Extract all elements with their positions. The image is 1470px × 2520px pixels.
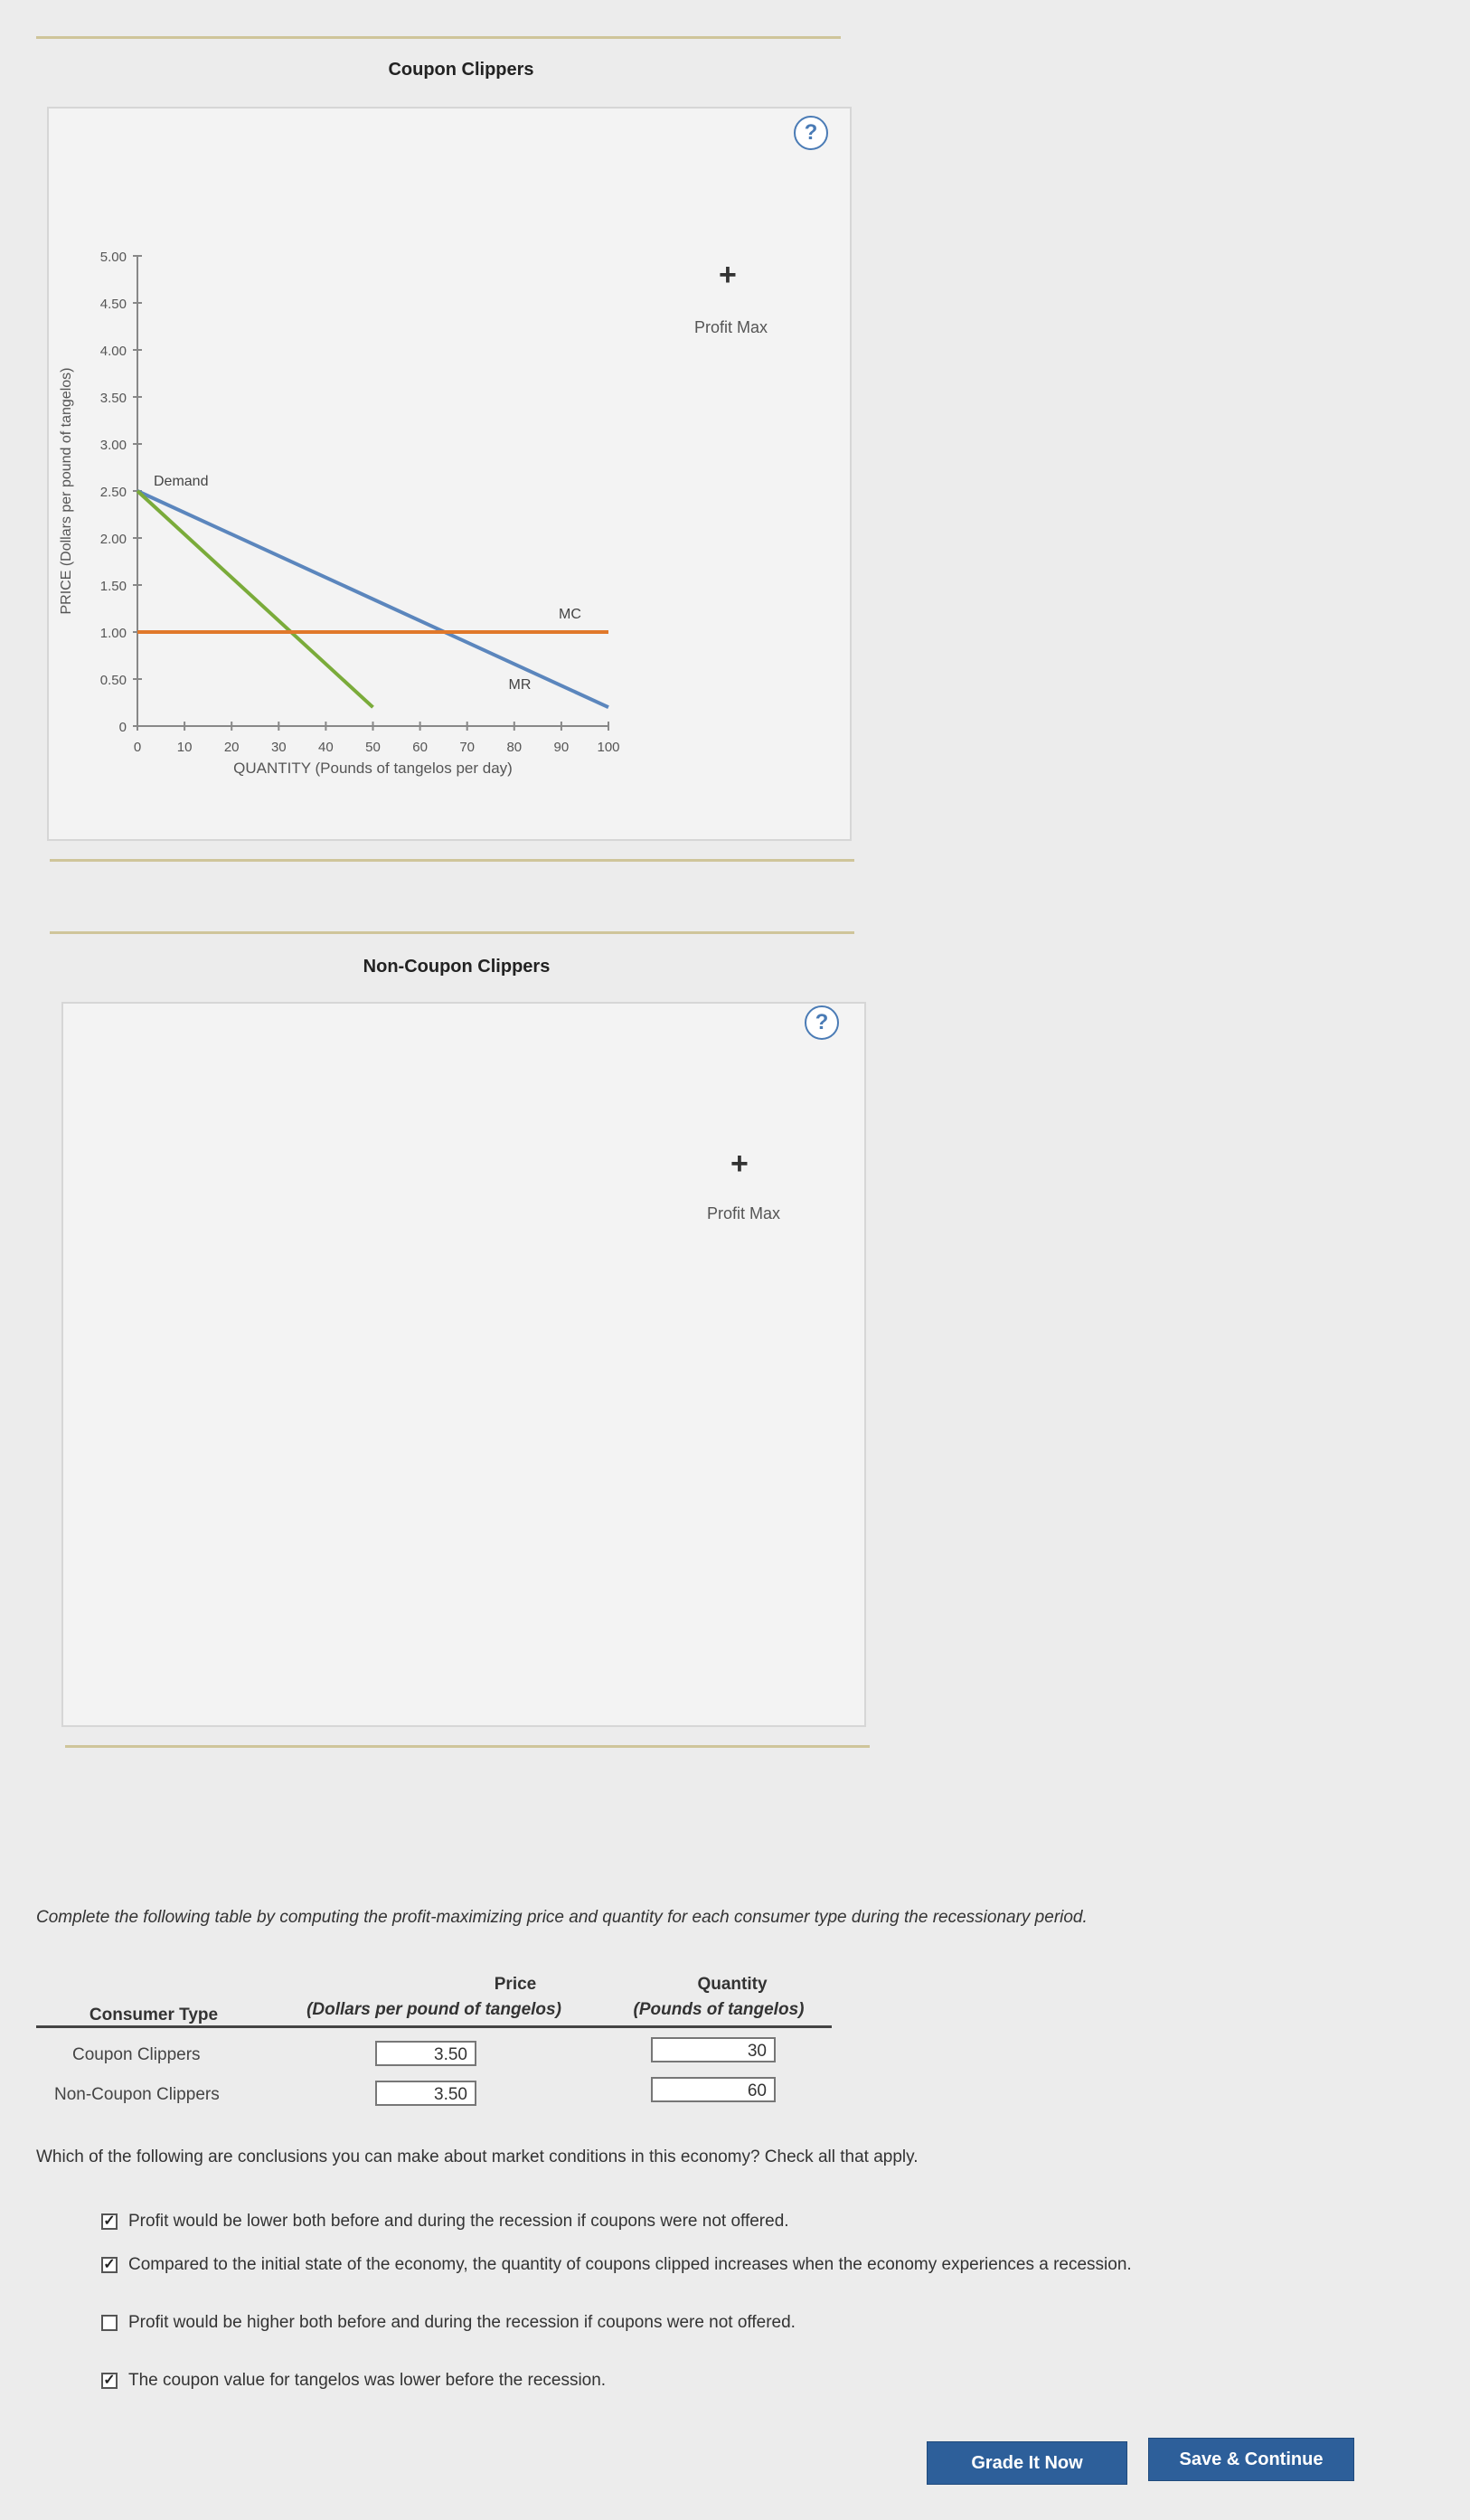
profit-max-label: Profit Max: [694, 318, 768, 336]
series-label: MC: [559, 607, 581, 622]
option-4[interactable]: [101, 2371, 606, 2391]
col-header-quantity-unit: (Pounds of tangelos): [633, 2000, 805, 2019]
x-tick-label: 10: [176, 740, 193, 755]
y-tick-label: 5.00: [99, 250, 127, 265]
y-tick-label: 1.50: [99, 579, 127, 594]
col-header-quantity: Quantity: [697, 1975, 768, 1994]
divider: [50, 859, 854, 862]
y-tick-label: 0.50: [99, 673, 127, 688]
checkbox-unchecked[interactable]: [101, 2315, 118, 2331]
y-tick-label: 2.50: [99, 485, 127, 500]
series-label: MR: [508, 677, 532, 694]
table-header-rule: [36, 2025, 832, 2028]
y-axis-label: PRICE (Dollars per pound of tangelos): [59, 367, 74, 615]
series-label: Demand: [154, 474, 209, 489]
y-tick-label: 3.00: [99, 438, 127, 453]
option-label: The coupon value for tangelos was lower before the recession.: [128, 2371, 607, 2390]
x-tick-label: 60: [412, 740, 428, 755]
instructions: Complete the following table by computing the profit-maximizing price and quantity for each consumer type during the recessionary period.: [36, 1908, 1088, 1927]
x-tick-label: 80: [506, 740, 523, 755]
profit-max-tool-icon[interactable]: +: [730, 1147, 749, 1181]
option-1[interactable]: [101, 2212, 789, 2232]
x-tick-label: 100: [597, 740, 620, 755]
x-tick-label: 90: [553, 740, 570, 755]
x-tick-label: 40: [318, 740, 334, 755]
y-tick-label: 4.50: [99, 297, 127, 312]
checkbox-checked[interactable]: ✓: [101, 2213, 118, 2230]
x-tick-label: 70: [459, 740, 476, 755]
help-icon[interactable]: ?: [805, 1005, 839, 1040]
chart-title: Coupon Clippers: [388, 60, 534, 80]
option-2[interactable]: [101, 2255, 1132, 2275]
price-input-non-coupon-clippers[interactable]: 3.50: [375, 2081, 476, 2106]
chart-0-plot: [59, 250, 620, 777]
help-icon[interactable]: ?: [794, 116, 828, 150]
question-text: Which of the following are conclusions you can make about market conditions in this economy? Check all that apply.: [36, 2147, 919, 2166]
price-input-coupon-clippers[interactable]: 3.50: [375, 2041, 476, 2066]
y-tick-label: 0: [118, 720, 127, 735]
series-mr-line[interactable]: [137, 491, 373, 707]
grade-it-now-button[interactable]: Grade It Now: [927, 2441, 1127, 2485]
quantity-input-non-coupon-clippers[interactable]: 60: [651, 2077, 776, 2102]
divider: [65, 1745, 870, 1748]
x-tick-label: 30: [270, 740, 287, 755]
checkbox-checked[interactable]: ✓: [101, 2373, 118, 2389]
y-tick-label: 4.00: [99, 344, 127, 359]
graph-panel: [61, 1002, 866, 1727]
quantity-input-coupon-clippers[interactable]: 30: [651, 2037, 776, 2062]
option-3[interactable]: [101, 2313, 796, 2333]
checkbox-checked[interactable]: ✓: [101, 2257, 118, 2273]
option-label: Profit would be higher both before and during the recession if coupons were not offered.: [128, 2313, 796, 2332]
profit-max-label: Profit Max: [707, 1204, 781, 1222]
option-label: Profit would be lower both before and during the recession if coupons were not offered.: [128, 2212, 789, 2231]
row-label-non-coupon-clippers: Non-Coupon Clippers: [54, 2085, 220, 2104]
y-tick-label: 2.00: [99, 532, 127, 547]
x-tick-label: 50: [365, 740, 381, 755]
x-tick-label: 20: [223, 740, 240, 755]
y-tick-label: 3.50: [99, 391, 127, 406]
col-header-price: Price: [494, 1975, 537, 1994]
row-label-coupon-clippers: Coupon Clippers: [72, 2045, 201, 2064]
profit-max-tool-icon[interactable]: +: [719, 258, 737, 292]
series-demand-line[interactable]: [137, 491, 608, 707]
x-axis-label: QUANTITY (Pounds of tangelos per day): [233, 760, 513, 777]
divider: [50, 931, 854, 934]
save-continue-button[interactable]: Save & Continue: [1148, 2438, 1354, 2481]
x-tick-label: 0: [133, 740, 142, 755]
y-tick-label: 1.00: [99, 626, 127, 641]
chart-title: Non-Coupon Clippers: [363, 957, 551, 977]
col-header-consumer-type: Consumer Type: [89, 2006, 219, 2024]
col-header-price-unit: (Dollars per pound of tangelos): [306, 2000, 561, 2019]
option-label: Compared to the initial state of the economy, the quantity of coupons clipped increases when the economy experiences a recession.: [128, 2255, 1132, 2274]
